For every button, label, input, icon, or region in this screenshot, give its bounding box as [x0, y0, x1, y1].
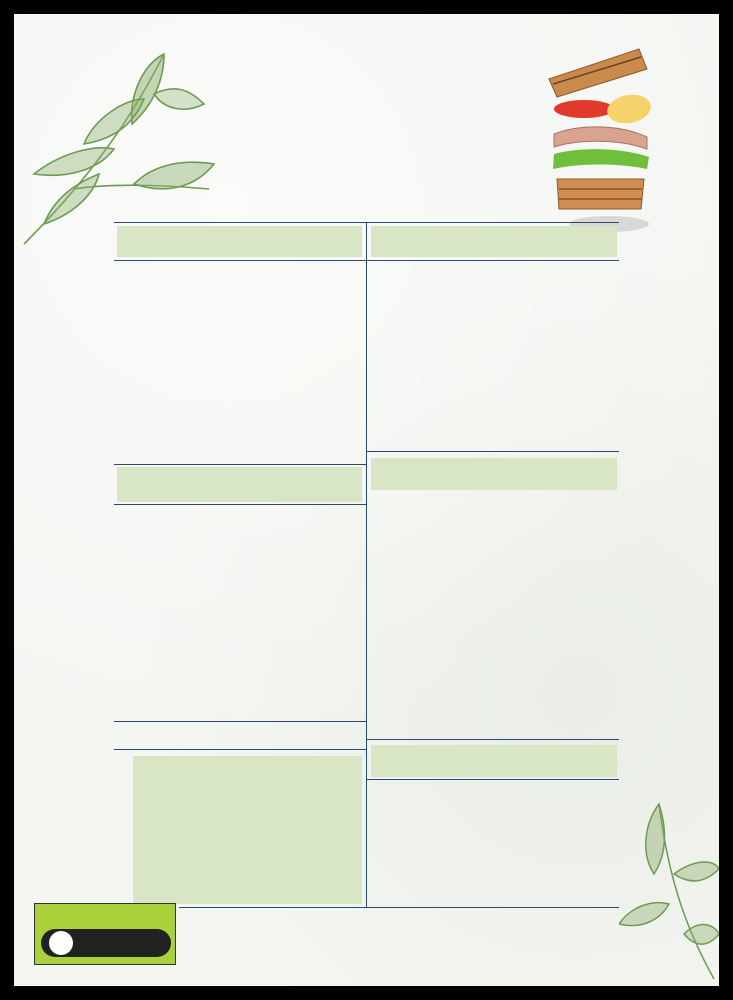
extras-box — [133, 756, 362, 904]
divider-right-3 — [366, 739, 619, 740]
divider-left-4 — [114, 721, 366, 722]
divider-right-1 — [366, 260, 619, 261]
leaf-branch-illustration-bottom-right — [619, 784, 719, 984]
divider-bottom — [179, 907, 619, 908]
list-item — [126, 327, 362, 346]
divider-left-1 — [114, 260, 366, 261]
list-item — [126, 290, 362, 309]
list-item — [126, 271, 362, 290]
hygiene-rating-value — [49, 931, 73, 955]
divider-left-5 — [114, 749, 366, 750]
section-header-salads — [371, 226, 617, 257]
hygiene-scale — [41, 929, 171, 957]
menu-page — [14, 14, 719, 986]
section-header-jacket-potatoes — [117, 226, 362, 257]
section-header-snacks — [371, 745, 617, 777]
divider-vertical — [366, 222, 367, 907]
divider-left-2 — [114, 464, 366, 465]
divider-left-3 — [114, 504, 366, 505]
hygiene-label — [35, 904, 175, 907]
divider-right-2 — [366, 451, 619, 452]
section-header-toasties — [371, 458, 617, 490]
leaf-branch-illustration-top-left — [14, 24, 224, 254]
list-item — [126, 364, 362, 383]
food-hygiene-rating-badge — [34, 903, 176, 965]
section-header-cold-sandwiches — [117, 467, 362, 502]
list-item — [126, 383, 362, 402]
divider-right-4 — [366, 779, 619, 780]
list-item — [126, 402, 362, 421]
jacket-potatoes-list — [126, 271, 362, 421]
list-item — [126, 308, 362, 327]
list-item — [126, 346, 362, 365]
sandwich-image — [539, 39, 659, 239]
